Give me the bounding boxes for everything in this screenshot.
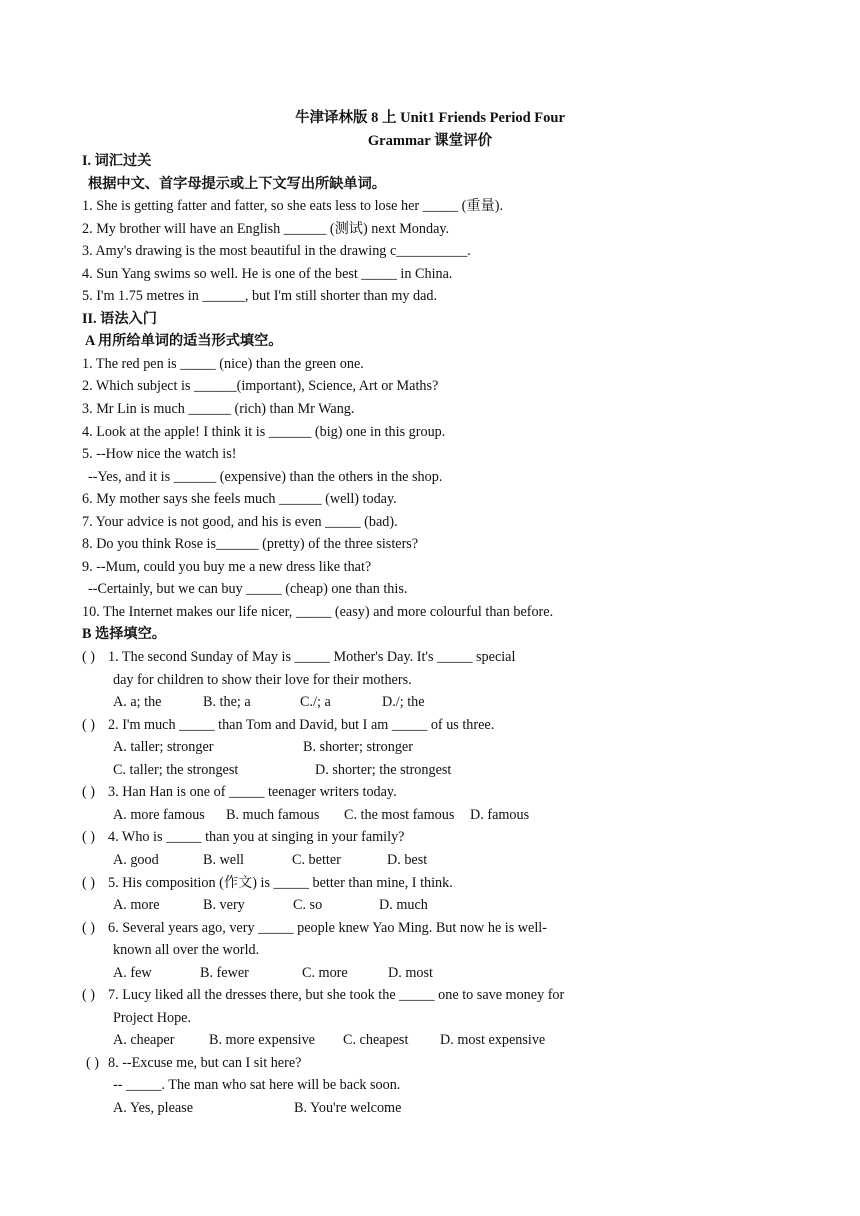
mc-question	[82, 714, 782, 737]
answer-bracket: ( )	[82, 716, 95, 733]
mc-options	[82, 849, 782, 872]
option-d: D. famous	[470, 806, 530, 823]
fill-item: 1. The red pen is _____ (nice) than the green one.	[82, 355, 364, 372]
option-a: A. good	[113, 851, 159, 868]
fill-item: 10. The Internet makes our life nicer, _____ (easy) and more colourful than before.	[82, 603, 554, 620]
option-c: C. the most famous	[344, 806, 455, 823]
option-d: D. shorter; the strongest	[315, 761, 452, 778]
vocab-item: 2. My brother will have an English ______ (测试) next Monday.	[82, 220, 450, 237]
option-a: A. more famous	[113, 806, 205, 823]
fill-item: 6. My mother says she feels much ______ (well) today.	[82, 491, 397, 508]
mc-stem: 3. Han Han is one of _____ teenager writers today.	[108, 784, 397, 801]
mc-question	[82, 984, 782, 1007]
fill-item: 5. --How nice the watch is!	[82, 446, 237, 463]
mc-question	[82, 826, 782, 849]
mc-stem: 7. Lucy liked all the dresses there, but she took the _____ one to save money for	[108, 987, 565, 1004]
mc-stem: 5. His composition (作文) is _____ better than mine, I think.	[108, 874, 453, 891]
mc-stem-continued: known all over the world.	[113, 942, 260, 959]
mc-question	[82, 917, 782, 940]
option-c: C. better	[292, 851, 341, 868]
mc-stem: 1. The second Sunday of May is _____ Mother's Day. It's _____ special	[108, 649, 516, 666]
option-b: B. well	[203, 851, 244, 868]
section-heading-vocabulary: I. 词汇过关	[82, 153, 152, 169]
option-b: B. more expensive	[209, 1032, 315, 1049]
mc-options	[82, 962, 782, 985]
fill-item-reply: --Yes, and it is ______ (expensive) than the others in the shop.	[88, 468, 443, 485]
vocab-item: 4. Sun Yang swims so well. He is one of the best _____ in China.	[82, 265, 453, 282]
fill-item: 9. --Mum, could you buy me a new dress like that?	[82, 558, 372, 575]
mc-stem: 2. I'm much _____ than Tom and David, but I am _____ of us three.	[108, 716, 495, 733]
fill-item: 4. Look at the apple! I think it is ______ (big) one in this group.	[82, 423, 446, 440]
mc-stem: 4. Who is _____ than you at singing in your family?	[108, 829, 405, 846]
option-b: B. You're welcome	[294, 1099, 402, 1116]
document-body	[82, 150, 782, 1120]
section-heading-grammar: II. 语法入门	[82, 310, 157, 327]
fill-item: 7. Your advice is not good, and his is even _____ (bad).	[82, 513, 398, 530]
option-d: D./; the	[382, 694, 425, 711]
option-c: C. taller; the strongest	[113, 761, 239, 778]
mc-stem: 6. Several years ago, very _____ people knew Yao Ming. But now he is well-	[108, 919, 547, 936]
fill-item-reply: --Certainly, but we can buy _____ (cheap) one than this.	[88, 581, 408, 598]
option-a: A. a; the	[113, 694, 162, 711]
vocab-item: 5. I'm 1.75 metres in ______, but I'm still shorter than my dad.	[82, 288, 438, 305]
answer-bracket: ( )	[82, 784, 95, 801]
vocab-item: 3. Amy's drawing is the most beautiful in the drawing c__________.	[82, 243, 471, 260]
mc-stem: 8. --Excuse me, but can I sit here?	[108, 1054, 302, 1071]
section-instruction: 根据中文、首字母提示或上下文写出所缺单词。	[88, 175, 386, 192]
option-c: C. more	[302, 964, 348, 981]
mc-options	[82, 804, 782, 827]
option-a: A. cheaper	[113, 1032, 175, 1049]
mc-question	[82, 872, 782, 895]
mc-options	[82, 736, 782, 759]
document-subtitle: Grammar 课堂评价	[367, 133, 493, 149]
mc-options	[82, 691, 782, 714]
option-b: B. the; a	[203, 694, 251, 711]
option-b: B. shorter; stronger	[303, 739, 413, 756]
option-a: A. few	[113, 964, 152, 981]
answer-bracket: ( )	[82, 919, 95, 936]
document-title: 牛津译林版 8 上 Unit1 Friends Period Four	[295, 110, 565, 126]
option-c: C./; a	[300, 694, 331, 711]
option-a: A. Yes, please	[113, 1099, 193, 1116]
mc-options	[82, 1097, 782, 1120]
mc-options	[82, 759, 782, 782]
vocab-item: 1. She is getting fatter and fatter, so she eats less to lose her _____ (重量).	[82, 198, 504, 215]
option-d: D. most	[388, 964, 433, 981]
mc-stem-continued: Project Hope.	[113, 1009, 192, 1026]
mc-stem-continued: -- _____. The man who sat here will be back soon.	[113, 1077, 401, 1094]
option-d: D. most expensive	[440, 1032, 546, 1049]
part-a-heading: A 用所给单词的适当形式填空。	[85, 333, 283, 350]
option-a: A. more	[113, 897, 160, 914]
option-a: A. taller; stronger	[113, 739, 214, 756]
mc-question	[82, 1052, 782, 1075]
answer-bracket: ( )	[82, 987, 95, 1004]
option-c: C. so	[293, 897, 323, 914]
option-d: D. much	[379, 897, 428, 914]
mc-options	[82, 1029, 782, 1052]
answer-bracket: ( )	[82, 874, 95, 891]
mc-question	[82, 646, 782, 669]
mc-stem-continued: day for children to show their love for their mothers.	[113, 671, 412, 688]
part-b-heading: B 选择填空。	[82, 626, 166, 643]
option-c: C. cheapest	[343, 1032, 409, 1049]
fill-item: 3. Mr Lin is much ______ (rich) than Mr Wang.	[82, 401, 355, 418]
fill-item: 8. Do you think Rose is______ (pretty) of the three sisters?	[82, 536, 419, 553]
answer-bracket: ( )	[82, 649, 95, 666]
option-b: B. fewer	[200, 964, 249, 981]
answer-bracket: ( )	[86, 1054, 99, 1071]
mc-question	[82, 781, 782, 804]
option-b: B. much famous	[226, 806, 320, 823]
fill-item: 2. Which subject is ______(important), Science, Art or Maths?	[82, 378, 439, 395]
mc-options	[82, 894, 782, 917]
option-d: D. best	[387, 851, 428, 868]
answer-bracket: ( )	[82, 829, 95, 846]
option-b: B. very	[203, 897, 245, 914]
